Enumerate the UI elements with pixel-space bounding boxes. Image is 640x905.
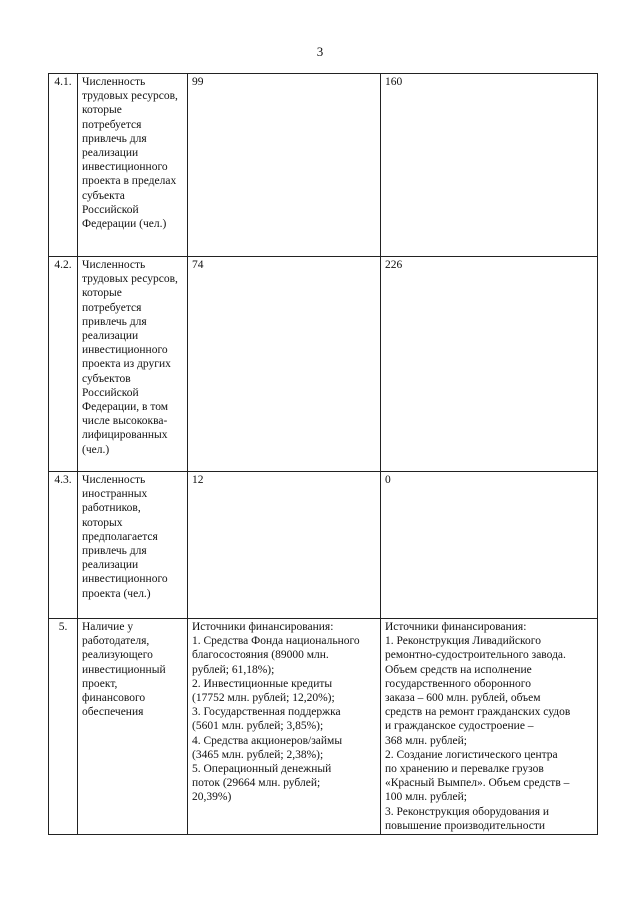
- text-line: реализующего: [82, 649, 153, 662]
- table-row: [49, 257, 598, 472]
- text-line: 368 млн. рублей;: [385, 734, 467, 747]
- text-line: финансового: [82, 692, 146, 705]
- text-line: субъектов: [82, 372, 131, 385]
- text-line: 100 млн. рублей;: [385, 791, 467, 804]
- row-label: [78, 472, 188, 619]
- value-cell-col3: [188, 619, 381, 835]
- text-line: Численность: [82, 259, 146, 271]
- row-label: [78, 74, 188, 257]
- text-line: повышение производительности: [385, 819, 546, 832]
- text-line: 99: [192, 76, 204, 88]
- text-line: 20,39%): [192, 791, 232, 804]
- text-line: реализации: [82, 147, 139, 160]
- text-line: потребуется: [82, 301, 142, 314]
- text-line: потребуется: [82, 118, 142, 131]
- text-line: привлечь для: [82, 545, 147, 558]
- text-line: проекта в пределах: [82, 175, 177, 188]
- text-line: проекта из других: [82, 358, 171, 371]
- text-line: 3. Государственная поддержка: [192, 706, 341, 719]
- text-line: средств на ремонт гражданских судов: [385, 706, 571, 719]
- row-label: [78, 619, 188, 835]
- text-line: предполагается: [82, 530, 158, 543]
- text-line: 1. Реконструкция Ливадийского: [385, 635, 541, 648]
- text-line: работодателя,: [82, 635, 150, 648]
- text-line: 2. Создание логистического центра: [385, 748, 558, 761]
- text-line: и гражданское судостроение –: [385, 720, 534, 733]
- value-cell-col4: [381, 257, 598, 472]
- text-line: (5601 млн. рублей; 3,85%);: [192, 720, 324, 733]
- text-line: 12: [192, 474, 204, 486]
- text-line: Численность: [82, 76, 146, 88]
- text-line: которые: [82, 104, 122, 117]
- text-line: Численность: [82, 474, 146, 486]
- text-line: Источники финансирования:: [385, 621, 527, 633]
- text-line: Наличие у: [82, 621, 134, 633]
- text-line: которые: [82, 287, 122, 300]
- value-cell-col4: [381, 619, 598, 835]
- text-line: Федерации (чел.): [82, 218, 167, 231]
- text-line: привлечь для: [82, 132, 147, 145]
- text-line: (17752 млн. рублей; 12,20%);: [192, 692, 335, 705]
- text-line: Объем средств на исполнение: [385, 663, 532, 676]
- table-row: [49, 472, 598, 619]
- text-line: 0: [385, 474, 391, 486]
- text-line: проекта (чел.): [82, 587, 151, 600]
- text-line: Российской: [82, 203, 139, 216]
- table-row: [49, 619, 598, 835]
- text-line: трудовых ресурсов,: [82, 90, 178, 103]
- text-line: Источники финансирования:: [192, 621, 334, 633]
- page-number: 3: [316, 44, 324, 59]
- text-line: инвестиционного: [82, 344, 168, 357]
- text-line: государственного оборонного: [385, 677, 531, 690]
- row-number: 4.3.: [49, 472, 78, 619]
- text-line: 226: [385, 259, 403, 271]
- document-table: [48, 73, 598, 835]
- text-line: Российской: [82, 386, 139, 399]
- row-number: 5.: [49, 619, 78, 835]
- text-line: ремонтно-судостроительного завода.: [385, 649, 566, 662]
- text-line: 5. Операционный денежный: [192, 763, 332, 776]
- text-line: работников,: [82, 502, 141, 515]
- text-line: 1. Средства Фонда национального: [192, 635, 360, 648]
- text-line: реализации: [82, 330, 139, 343]
- text-line: поток (29664 млн. рублей;: [192, 777, 321, 790]
- text-line: благосостояния (89000 млн.: [192, 649, 329, 662]
- text-line: 3. Реконструкция оборудования и: [385, 805, 550, 818]
- text-line: 2. Инвестиционные кредиты: [192, 677, 333, 690]
- value-cell-col3: [188, 74, 381, 257]
- text-line: привлечь для: [82, 315, 147, 328]
- text-line: «Красный Вымпел». Объем средств –: [385, 777, 570, 790]
- text-line: инвестиционного: [82, 573, 168, 586]
- text-line: по хранению и перевалке грузов: [385, 763, 544, 776]
- table-row: [49, 74, 598, 257]
- text-line: 74: [192, 259, 204, 271]
- text-line: проект,: [82, 677, 118, 690]
- value-cell-col4: [381, 472, 598, 619]
- text-line: лифицированных: [82, 429, 168, 442]
- text-line: Федерации, в том: [82, 401, 169, 414]
- text-line: числе высококва-: [82, 415, 168, 428]
- text-line: 160: [385, 76, 403, 88]
- text-line: рублей; 61,18%);: [192, 663, 275, 676]
- text-line: инвестиционный: [82, 663, 166, 676]
- row-number: 4.1.: [49, 74, 78, 257]
- text-line: обеспечения: [82, 706, 144, 719]
- text-line: 4. Средства акционеров/займы: [192, 734, 343, 747]
- text-line: которых: [82, 516, 123, 529]
- text-line: (3465 млн. рублей; 2,38%);: [192, 748, 324, 761]
- text-line: субъекта: [82, 189, 125, 202]
- text-line: заказа – 600 млн. рублей, объем: [385, 692, 541, 705]
- value-cell-col3: [188, 472, 381, 619]
- text-line: (чел.): [82, 443, 110, 456]
- text-line: иностранных: [82, 488, 148, 501]
- value-cell-col4: [381, 74, 598, 257]
- row-number: 4.2.: [49, 257, 78, 472]
- text-line: инвестиционного: [82, 161, 168, 174]
- row-label: [78, 257, 188, 472]
- value-cell-col3: [188, 257, 381, 472]
- text-line: реализации: [82, 559, 139, 572]
- text-line: трудовых ресурсов,: [82, 273, 178, 286]
